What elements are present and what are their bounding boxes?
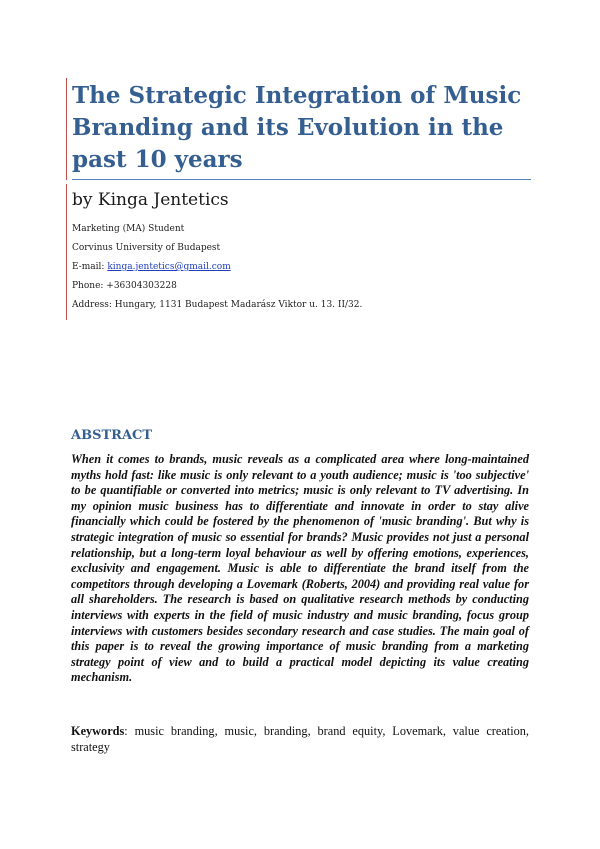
email-link[interactable]: kinga.jentetics@gmail.com [107, 262, 231, 272]
affiliation-university: Corvinus University of Budapest [72, 243, 221, 253]
author-block [66, 184, 536, 320]
affiliation-role: Marketing (MA) Student [72, 224, 185, 234]
title-divider [72, 179, 531, 180]
keywords-label: Keywords [71, 724, 125, 738]
phone-line: Phone: +36304303228 [72, 281, 177, 291]
email-label: E-mail: [72, 262, 108, 272]
title-block [66, 78, 536, 180]
address-line: Address: Hungary, 1131 Budapest Madarász Viktor u. 13. II/32. [72, 300, 363, 310]
abstract-body: When it comes to brands, music reveals as a complicated area where long-maintained myths hold fast: like music is only relevant to a youth audience; music is 'too subjective' to be quantifiable or converted into metrics; music is only relevant to TV advertising. In my opinion music business has to differentiate and innovate in order to stay alive financially which could be fostered by the phenomenon of 'music branding'. But why is strategic integration of music so essential for brands? Music provides not just a personal relationship, but a long-term loyal behaviour as well by offering emotions, experiences, exclusivity and engagement. Music is able to differentiate the brand itself from the competitors through developing a Lovemark (Roberts, 2004) and providing real value for all shareholders. The research is based on qualitative research methods by conducting interviews with experts in the field of music industry and music branding, focus group interviews with customers besides secondary research and case studies. The main goal of this paper is to reveal the growing importance of music branding from a marketing strategy point of view and to build a practical model depicting its value creating mechanism. [71, 452, 529, 685]
keywords-line [71, 723, 529, 755]
paper-title: The Strategic Integration of Music Branding and its Evolution in the past 10 years [72, 82, 522, 173]
keywords-list: : music branding, music, branding, brand equity, Lovemark, value creation, strategy [71, 724, 529, 754]
author-name: by Kinga Jentetics [72, 190, 229, 210]
email-line [72, 258, 536, 277]
abstract-heading: ABSTRACT [71, 428, 153, 443]
